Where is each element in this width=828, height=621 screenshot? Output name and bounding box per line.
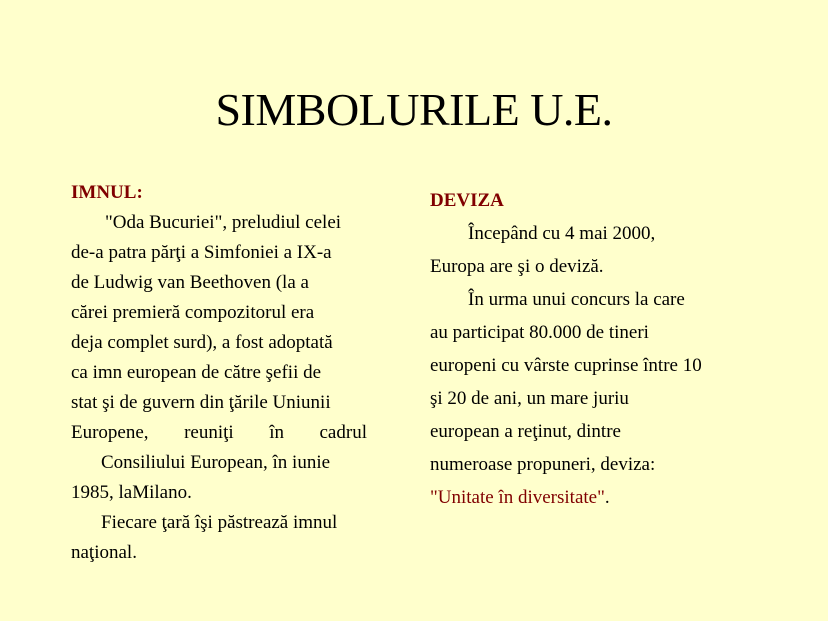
anthem-word: Europene, [71, 422, 149, 443]
motto-period: . [604, 487, 610, 508]
anthem-text-line: naţional. [71, 542, 137, 563]
anthem-text-line: 1985, laMilano. [71, 482, 192, 503]
motto-text-line: Începând cu 4 mai 2000, [468, 223, 656, 244]
motto-text-line: european a reţinut, dintre [430, 421, 621, 442]
anthem-text-line: stat şi de guvern din ţările Uniunii [71, 392, 331, 413]
motto-heading: DEVIZA [430, 190, 504, 211]
eu-motto: "Unitate în diversitate" [430, 487, 605, 508]
motto-text-line: În urma unui concurs la care [468, 289, 685, 310]
anthem-text-line: de-a patra părţi a Simfoniei a IX-a [71, 242, 332, 263]
motto-text-line: şi 20 de ani, un mare juriu [430, 388, 629, 409]
anthem-text-line: cărei premieră compozitorul era [71, 302, 315, 323]
anthem-text-line: Consiliului European, în iunie [101, 452, 331, 473]
motto-text-line: Europa are şi o deviză. [430, 256, 604, 277]
anthem-text-line: ca imn european de către şefii de [71, 362, 322, 383]
motto-text-line: numeroase propuneri, deviza: [430, 454, 656, 475]
anthem-section [71, 178, 397, 568]
anthem-word: în [269, 422, 284, 443]
motto-text-line: au participat 80.000 de tineri [430, 322, 649, 343]
anthem-word: cadrul [319, 422, 367, 443]
anthem-text-line: Fiecare ţară îşi păstrează imnul [101, 512, 338, 533]
anthem-word: reuniţi [184, 422, 234, 443]
motto-text-line: europeni cu vârste cuprinse între 10 [430, 355, 702, 376]
motto-line [430, 481, 770, 514]
anthem-heading: IMNUL: [71, 182, 143, 203]
anthem-text-line [71, 418, 367, 448]
slide-title: SIMBOLURILE U.E. [215, 84, 613, 135]
anthem-text-line: "Oda Bucuriei", preludiul celei [105, 212, 342, 233]
motto-section [430, 184, 770, 514]
anthem-text-line: de Ludwig van Beethoven (la a [71, 272, 309, 293]
anthem-text-line: deja complet surd), a fost adoptată [71, 332, 333, 353]
